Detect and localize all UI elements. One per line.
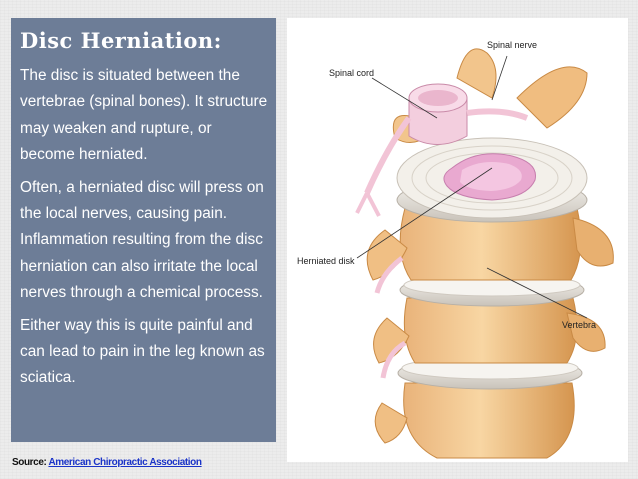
source-citation <box>12 457 202 468</box>
label-spinal-nerve: Spinal nerve <box>487 40 538 50</box>
paragraph-disc-location: The disc is situated between the vertebrae (spinal bones). It structure may weaken and rupture, or become herniated. <box>20 67 268 164</box>
vertebra-lower <box>375 383 574 458</box>
label-herniated-disk: Herniated disk <box>297 256 355 266</box>
text-panel <box>11 18 276 442</box>
spine-illustration <box>287 18 628 462</box>
herniated-disc <box>397 138 587 222</box>
paragraph-sciatica: Either way this is quite painful and can lead to pain in the leg known as sciatica. <box>20 316 265 387</box>
slide-title: Disc Herniation: <box>20 28 222 53</box>
label-spinal-cord: Spinal cord <box>329 68 375 78</box>
source-label: Source: <box>12 457 47 468</box>
paragraph-nerve-pressure: Often, a herniated disc will press on the local nerves, causing pain. Inflammation resulting from the disc herniation can also irritate the local nerves through a chemical process. <box>20 178 264 302</box>
vertebra-middle <box>374 298 606 363</box>
source-link[interactable]: American Chiropractic Association <box>48 457 202 468</box>
label-vertebra: Vertebra <box>562 320 597 330</box>
